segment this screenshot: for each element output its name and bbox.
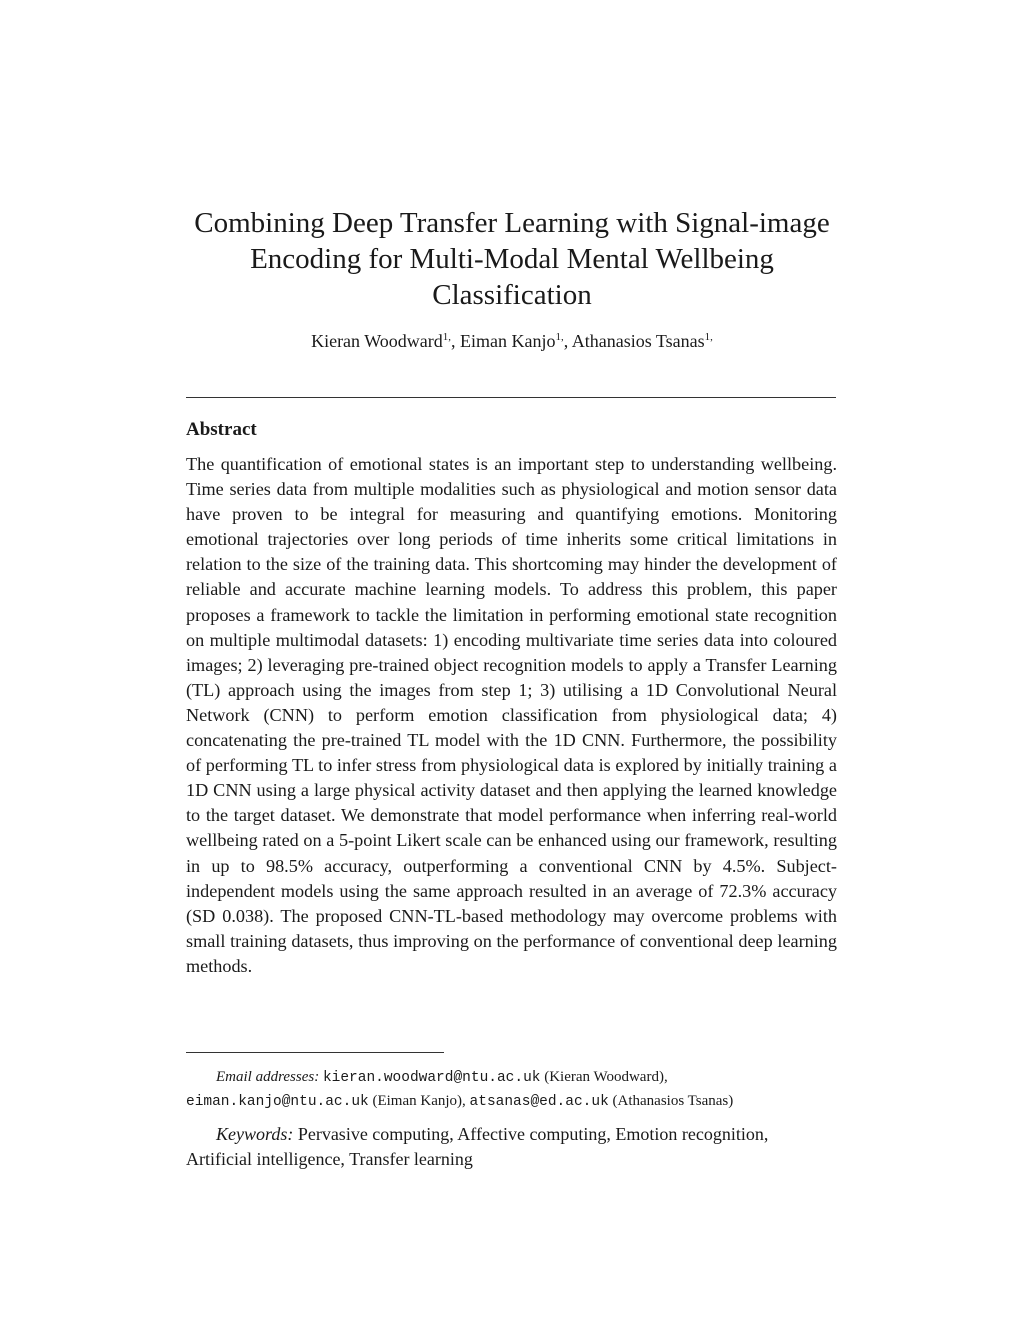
author-name: Kieran Woodward — [311, 331, 443, 351]
email-address[interactable]: kieran.woodward@ntu.ac.uk — [322, 1070, 541, 1086]
email-address[interactable]: atsanas@ed.ac.uk — [469, 1094, 609, 1110]
keywords-label: Keywords: — [216, 1124, 294, 1144]
email-owner: (Athanasios Tsanas) — [612, 1093, 734, 1109]
email-label: Email addresses: — [216, 1069, 320, 1085]
author-separator: , — [563, 331, 572, 351]
author-name: Athanasios Tsanas — [571, 331, 705, 351]
keywords — [186, 1122, 837, 1172]
header-divider — [186, 397, 836, 398]
author-affiliation: 1, — [442, 331, 452, 343]
title-line: Encoding for Multi-Modal Mental Wellbeing — [250, 243, 774, 275]
title-line: Combining Deep Transfer Learning with Signal-image — [194, 207, 830, 239]
keywords-text: Pervasive computing, Affective computing, Emotion recognition, Artificial intelligence, Transfer learning — [186, 1124, 769, 1169]
footnote-divider — [186, 1052, 444, 1053]
email-owner: (Eiman Kanjo), — [372, 1093, 466, 1109]
author-affiliation: 1, — [555, 331, 564, 343]
email-address[interactable]: eiman.kanjo@ntu.ac.uk — [186, 1094, 369, 1110]
author-affiliation: 1, — [704, 331, 713, 343]
author-list — [150, 328, 874, 354]
email-owner: (Kieran Woodward), — [544, 1069, 668, 1085]
abstract-text: The quantification of emotional states is an important step to understanding wellbeing. Time series data from multiple modalities such as physiological and motion sensor data have proven to be integral for measuring and quantifying emotions. Monitoring emotional trajectories over long periods of time inherits some critical limitations in relation to the size of the training data. This shortcoming may hinder the development of reliable and accurate machine learning models. To address this problem, this paper proposes a framework to tackle the limitation in performing emotional state recognition on multiple multimodal datasets: 1) encoding multivariate time series data into coloured images; 2) leveraging pre-trained object recognition models to apply a Transfer Learning (TL) approach using the images from step 1; 3) utilising a 1D Convolutional Neural Network (CNN) to perform emotion classification from physiological data; 4) concatenating the pre-trained TL model with the 1D CNN. Furthermore, the possibility of performing TL to infer stress from physiological data is explored by initially training a 1D CNN using a large physical activity dataset and then applying the learned knowledge to the target dataset. We demonstrate that model performance when inferring real-world wellbeing rated on a 5-point Likert scale can be enhanced using our framework, resulting in up to 98.5% accuracy, outperforming a conventional CNN by 4.5%. Subject-independent models using the same approach resulted in an average of 72.3% accuracy (SD 0.038). The proposed CNN-TL-based methodology may overcome problems with small training datasets, thus improving on the performance of conventional deep learning methods. — [186, 454, 837, 976]
email-footnote — [186, 1066, 837, 1114]
author-separator: , — [451, 331, 461, 351]
paper-title — [150, 205, 874, 313]
abstract-heading: Abstract — [186, 419, 257, 440]
author-name: Eiman Kanjo — [460, 331, 556, 351]
title-line: Classification — [432, 279, 592, 311]
